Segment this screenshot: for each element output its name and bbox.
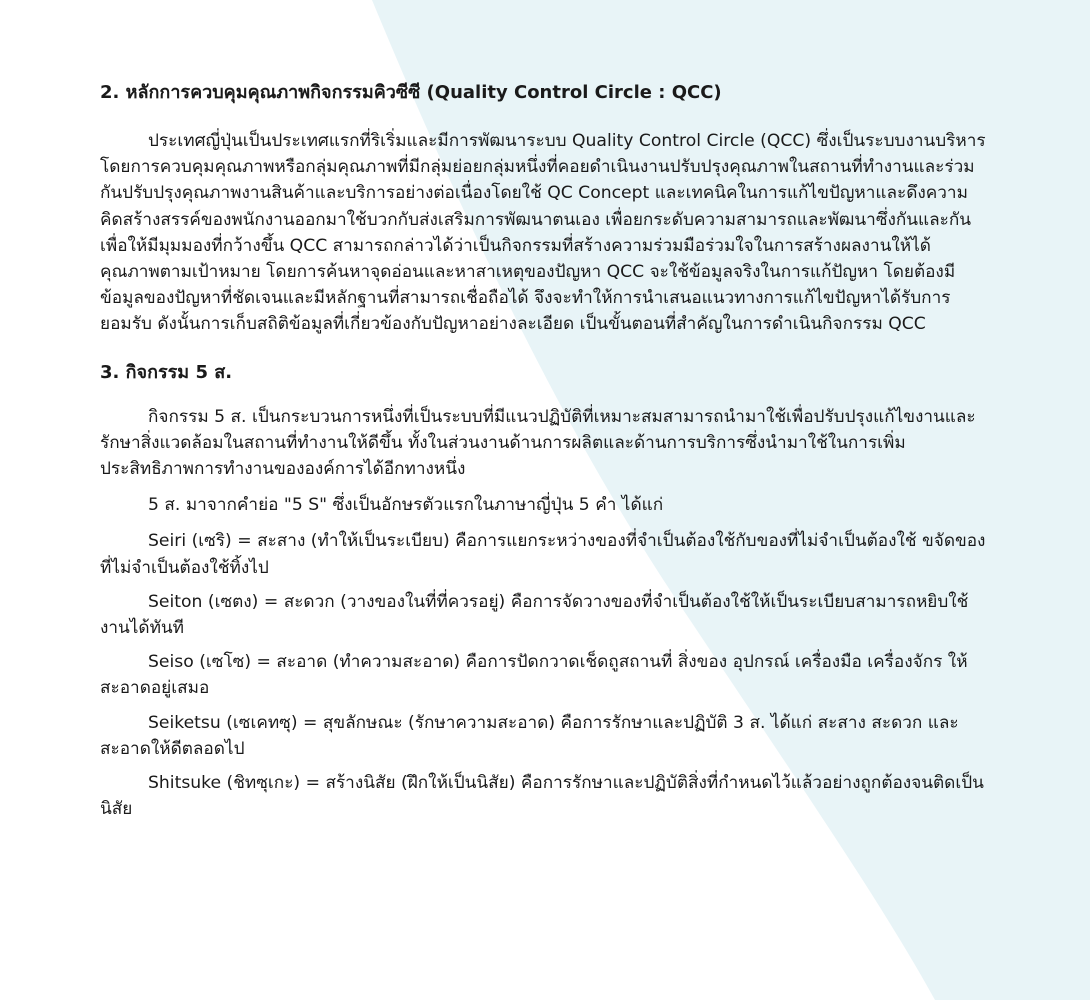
section-2-heading: 2. หลักการควบคุมคุณภาพกิจกรรมคิวซีซี (Quality Control Circle : QCC) bbox=[100, 82, 722, 103]
section-2-paragraph: ประเทศญี่ปุ่นเป็นประเทศแรกที่ริเริ่มและมีการพัฒนาระบบ Quality Control Circle (QCC) ซึ่งเป็นระบบงานบริหารโดยการควบคุมคุณภาพหรือกลุ่มคุณภาพที่มีกลุ่มย่อยกลุ่มหนึ่งที่คอยดำเนินงานปรับปรุงคุณภาพในสถานที่ทำงานและร่วมกันปรับปรุงคุณภาพงานสินค้าและบริการอย่างต่อเนื่องโดยใช้ QC Concept และเทคนิคในการแก้ไขปัญหาและดึงความคิดสร้างสรรค์ของพนักงานออกมาใช้บวกกับส่งเสริมการพัฒนาตนเอง เพื่อยกระดับความสามารถและพัฒนาซึ่งกันและกัน เพื่อให้มีมุมมองที่กว้างขึ้น QCC สามารถกล่าวได้ว่าเป็นกิจกรรมที่สร้างความร่วมมือร่วมใจในการสร้างผลงานให้ได้คุณภาพตามเป้าหมาย โดยการค้นหาจุดอ่อนและหาสาเหตุของปัญหา QCC จะใช้ข้อมูลจริงในการแก้ปัญหา โดยต้องมีข้อมูลของปัญหาที่ชัดเจนและมีหลักฐานที่สามารถเชื่อถือได้ จึงจะทำให้การนำเสนอแนวทางการแก้ไขปัญหาได้รับการยอมรับ ดังนั้นการเก็บสถิติข้อมูลที่เกี่ยวข้องกับปัญหาอย่างละเอียด เป็นขั้นตอนที่สำคัญในการดำเนินกิจกรรม QCC bbox=[100, 131, 986, 335]
five-s-item-seiri: Seiri (เซริ) = สะสาง (ทำให้เป็นระเบียบ) คือการแยกระหว่างของที่จำเป็นต้องใช้กับของที่ไม่จำเป็นต้องใช้ ขจัดของที่ไม่จำเป็นต้องใช้ทิ้งไป bbox=[100, 531, 986, 578]
five-s-item-seiso: Seiso (เซโซ) = สะอาด (ทำความสะอาด) คือการปัดกวาดเช็ดถูสถานที่ สิ่งของ อุปกรณ์ เครื่องมือ เครื่องจักร ให้สะอาดอยู่เสมอ bbox=[100, 652, 968, 699]
five-s-item-seiketsu: Seiketsu (เซเคทซุ) = สุขลักษณะ (รักษาความสะอาด) คือการรักษาและปฏิบัติ 3 ส. ได้แก่ สะสาง สะดวก และสะอาดให้ดีตลอดไป bbox=[100, 712, 959, 759]
document-page bbox=[100, 80, 990, 822]
section-3-heading: 3. กิจกรรม 5 ส. bbox=[100, 361, 233, 383]
five-s-item-shitsuke: Shitsuke (ชิทซุเกะ) = สร้างนิสัย (ฝึกให้เป็นนิสัย) คือการรักษาและปฏิบัติสิ่งที่กำหนดไว้แล้วอย่างถูกต้องจนติดเป็นนิสัย bbox=[100, 773, 984, 820]
section-3-origin: 5 ส. มาจากคำย่อ "5 S" ซึ่งเป็นอักษรตัวแรกในภาษาญี่ปุ่น 5 คำ ได้แก่ bbox=[148, 495, 664, 516]
five-s-item-seiton: Seiton (เซตง) = สะดวก (วางของในที่ที่ควรอยู่) คือการจัดวางของที่จำเป็นต้องใช้ให้เป็นระเบียบสามารถหยิบใช้งานได้ทันที bbox=[100, 591, 969, 639]
section-3-intro: กิจกรรม 5 ส. เป็นกระบวนการหนึ่งที่เป็นระบบที่มีแนวปฏิบัติที่เหมาะสมสามารถนำมาใช้เพื่อปรับปรุงแก้ไขงานและรักษาสิ่งแวดล้อมในสถานที่ทำงานให้ดีขึ้น ทั้งในส่วนงานด้านการผลิตและด้านการบริการซึ่งนำมาใช้ในการเพิ่มประสิทธิภาพการทำงานขององค์การได้อีกทางหนึ่ง bbox=[100, 406, 976, 480]
